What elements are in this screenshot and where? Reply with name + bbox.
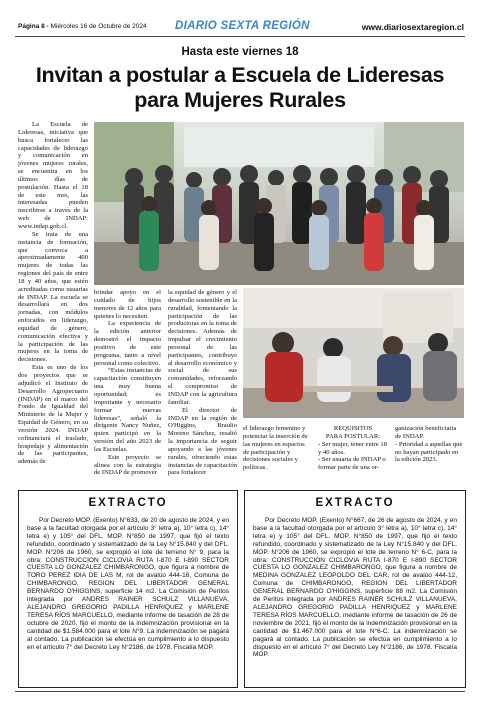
article-column-3	[168, 289, 237, 482]
requirement-item: - Ser mujer, tener entre 18 y 40 años.	[318, 440, 387, 456]
group-photo-image	[94, 122, 464, 285]
extracto-body	[19, 517, 237, 651]
paragraph: La Escuela de Lideresas, iniciativa que busca fortalecer las capacidades de liderazgo y comunicación en jóvenes mujeres rurales, se encuentra en los últimos días de postulación. Hasta el 18 de este mes, las interesadas pueden inscribirse a través de la web de INDAP: www.indap.gob.cl.	[18, 121, 88, 230]
article-column-4	[243, 425, 310, 483]
requirements-column	[318, 425, 388, 483]
extracto-text: Por Decreto MOP. (Exento) N°667, de 26 de agosto de 2024, y en base a la facultad otorgada por el artículo 3° letra a), 10° letra c), 14° letra e) y 105° del DFL. MOP. N°850 de 1997, que fijó el texto refundido, coordinado y sistematizado de la Ley N°15.840 y del DFL. MOP. N°206 de 1960, se expropió el lote de terreno N° 6-C, para la obra: CONSTRUCCION CICLOVIA RUTA I-870 E I-890 SECTOR CUESTA LO GONZALEZ CHIMBARONGO, que figura a nombre de MEDINA GONZALEZ LEOPOLDO DEL CAR, rol de avalúo 444-12, Comuna de CHIMBARONGO, REGION DEL LIBERTADOR GENERAL BERNARDO O'HIGGINS, superficie 88 m2. La Comisión de Peritos integrada por ANDRES RAINER SCHULZ VILLANUEVA, ALEJANDRO GREGORIO PADILLA HENRIQUEZ y MARLENE TERESA RÍOS MARCUELLO, mediante informe de tasación de 26 de noviembre de 2021, fijó el monto de la indemnización provisional en la cantidad de $1.467.000 para el lote N°6-C. La indemnización se pagará al contado. La publicación se efectúa en cumplimiento a lo dispuesto en el artículo 7° del Decreto Ley N°2186, de 1978. Fiscalía MOP.	[253, 517, 457, 659]
paragraph: brindar apoyo en el cuidado de hijos menores de 12 años para quienes lo necesiten.	[94, 289, 161, 320]
requirements-title-line-2: PARA POSTULAR:	[325, 432, 381, 440]
extracto-title: EXTRACTO	[315, 497, 395, 509]
paragraph: Esta es uno de los dos proyectos que se adjudicó el Instituto de Desarrollo Agropecuario (INDAP) en el marco del Fondo de Igualdad del Ministerio de la Mujer y Equidad de Género, en su versión 2024. INDAP cofinanciará el traslado, hospedaje y alimentación de las participantes, además de	[18, 364, 88, 466]
article-headline	[0, 63, 480, 113]
article-kicker: Hasta este viernes 18	[181, 46, 299, 58]
article-column-6	[395, 425, 464, 483]
requirement-item: - Prioridad a aquellas que no hayan participado en la edición 2023.	[395, 440, 463, 464]
paragraph: “Estas instancias de capacitación constituyen una muy buena oportunidad; es importante y necesario formar nuevas lideresas”, señaló la dirigente Nancy Nuñez, quien participó en la versión del año 2023 de las Escuelas.	[94, 367, 161, 453]
header-divider	[15, 36, 465, 37]
paragraph: Se trata de una instancia de formación, que convoca a aproximadamente 400 mujeres de todas las regiones del país de entre 18 y 40 años, que estén acreditadas como usuarias de INDAP. La escuela se desarrollará en dos jornadas, con módulos enfocados en liderazgo, equidad de género, comunicación efectiva y la participación de las mujeres en la toma de decisiones.	[18, 230, 88, 364]
extracto-body	[245, 517, 465, 659]
website-link[interactable]: www.diariosextaregion.cl	[361, 22, 464, 32]
footer-divider	[15, 691, 465, 692]
paragraph: La experiencia de la edición anterior demostró el impacto positivo de este programa, tanto a nivel personal como colectivo.	[94, 320, 161, 367]
requirement-item: - Ser usuaria de INDAP o formar parte de una or-	[318, 456, 386, 472]
workshop-photo	[243, 288, 464, 418]
article-column-2	[94, 289, 161, 482]
extracto-text: Por Decreto MOP. (Exento) N°633, de 20 de agosto de 2024, y en base a la facultad otorgada por el artículo 3° letra a), 10° letra c), 14° letra e) y 105° del DFL. MOP. N°850 de 1997, que fijó el texto refundido, coordinado y sistematizado de la Ley N°15.840 y del DFL. MOP. N°206 de 1960, se expropió el lote de terreno N° 9, para la obra: CONSTRUCCION CICLOVIA RUTA I-870 E I-890 SECTOR CUESTA LO GONZALEZ CHIMBARONGO, que figura a nombre de TORO PEREZ IDIA DE LAS M, rol de avalúo 444-16, Comuna de CHIMBARONGO, REGION DEL LIBERTADOR GENERAL BERNARDO O'HIGGINS, superficie 14 m2. La Comisión de Peritos integrada por ANDRES RAINER SCHULZ VILLANUEVA, ALEJANDRO GREGORIO PADILLA HENRIQUEZ y MARLENE TERESA RÍOS MARCUELLO, mediante informe de tasación de 28 de octubre de 2020, fijó el monto de la indemnización provisional en la cantidad de $1.584.000 para el lote N°9. La indemnización se pagará al contado. La publicación se efectúa en cumplimiento a lo dispuesto en el artículo 7° del Decreto Ley N°2186, de 1978. Fiscalía MOP.	[27, 517, 230, 651]
paragraph: Este proyecto se alinea con la estrategia de INDAP de promover	[94, 453, 161, 477]
issue-date: Miércoles 16 de Octubre de 2024	[50, 23, 147, 30]
headline-line-1: Invitan a postular a Escuela de Lideresas	[35, 63, 445, 87]
requirement-continuation: ganización beneficiaria de INDAP.	[395, 425, 457, 440]
newspaper-name: DIARIO SEXTA REGIÓN	[175, 20, 310, 32]
group-photo	[94, 122, 464, 285]
workshop-photo-image	[243, 288, 464, 418]
requirements-title-line-1: REQUISITOS	[333, 425, 373, 432]
paragraph: la equidad de género y el desarrollo sostenible en la ruralidad, fomentando la participación de las productoras en la toma de decisiones. Además de impulsar el crecimiento personal de las participantes, contribuye al desarrollo económico y social de sus comunidades, reforzando el compromiso de INDAP con la agricultura familiar.	[168, 289, 237, 406]
headline-line-2: para Mujeres Rurales	[134, 88, 346, 112]
extracto-notice-right	[244, 490, 466, 688]
page-label	[18, 23, 147, 30]
extracto-title: EXTRACTO	[88, 497, 168, 509]
requirements-title	[318, 425, 388, 441]
paragraph: El director de INDAP en la región de O'Higgins, Braulio Moreno Sánchez, resaltó la importancia de seguir apoyando a las jóvenes rurales, ofreciendo estas instancias de capacitación para fortalecer	[168, 406, 237, 477]
article-column-1	[18, 121, 88, 481]
paragraph: el liderazgo femenino y potenciar la inserción de las mujeres en espacios de participación y decisiones sociales y políticas.	[243, 425, 308, 472]
page-number: Página 8 -	[18, 23, 49, 30]
extracto-notice-left	[18, 490, 238, 688]
